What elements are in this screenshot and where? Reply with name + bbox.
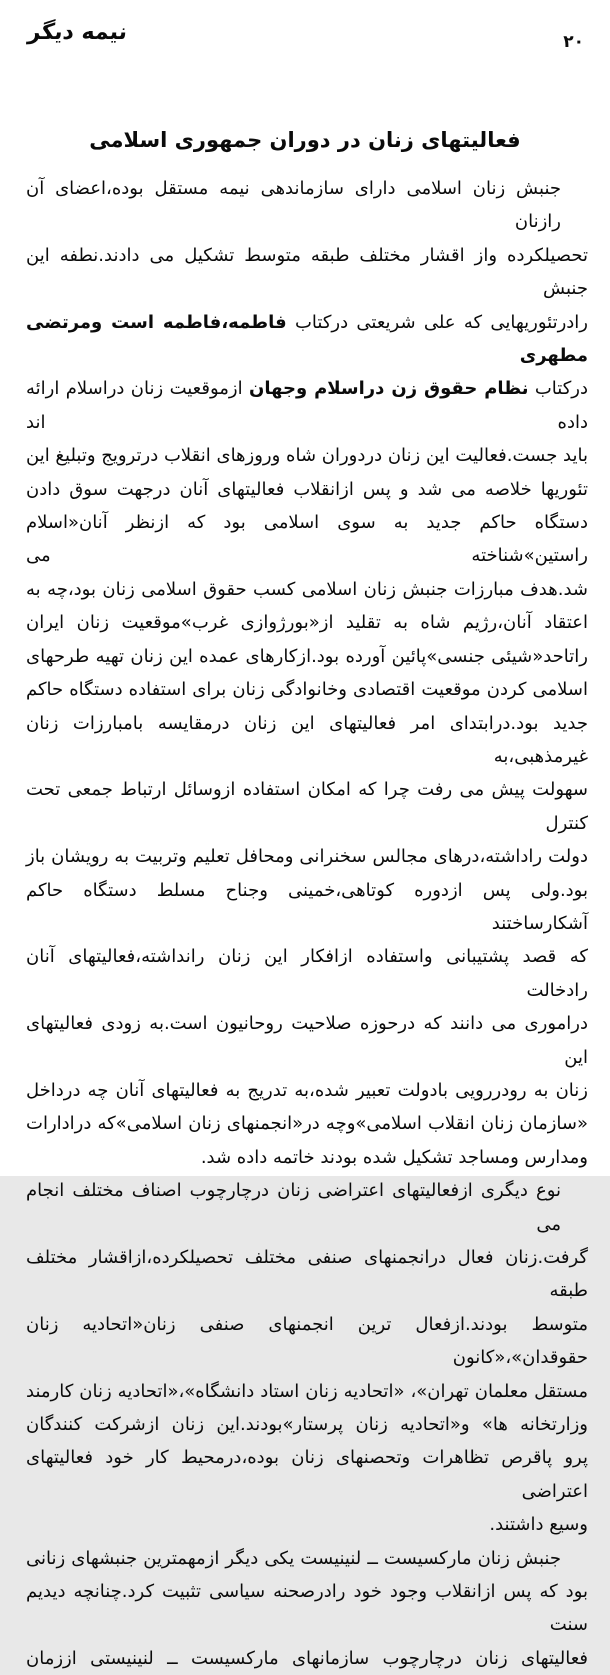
text-line: [26, 606, 588, 639]
page-number: ۲۰: [563, 32, 584, 52]
text-segment: گرفت.زنان فعال درانجمنهای صنفی مختلف تحصیلکرده،ازاقشار مختلف طبقه: [26, 1247, 588, 1302]
text-segment: تئوریها خلاصه می شد و پس ازانقلاب فعالیتهای آنان درجهت سوق دادن: [26, 478, 588, 500]
text-segment: دستگاه حاکم جدید به سوی اسلامی بود که ازنظر آنان«اسلام راستین»شناخته می: [26, 512, 588, 567]
text-line: [26, 1408, 588, 1441]
text-segment: درکتاب: [528, 378, 588, 400]
page-header: [0, 0, 610, 52]
text-segment: تحصیلکرده واز اقشار مختلف طبقه متوسط تشکیل می دادند.نطفه این جنبش: [26, 244, 588, 300]
text-line: [26, 172, 588, 239]
text-segment: دراموری می دانند که درحوزه صلاحیت روحانیون است.به زودی فعالیتهای این: [26, 1013, 588, 1068]
text-segment: مستقل معلمان تهران»، «اتحادیه زنان استاد دانشگاه»،«اتحادیه زنان کارمند: [26, 1380, 588, 1402]
text-segment: ومرتضی مطهری: [26, 311, 588, 367]
text-line: [26, 1241, 588, 1308]
text-line: [26, 1575, 588, 1642]
paragraph: [26, 172, 588, 1174]
text-line: [26, 840, 588, 873]
text-segment: نوع دیگری ازفعالیتهای اعتراضی زنان درچارچوب اصناف مختلف انجام می: [26, 1180, 561, 1235]
text-line: [26, 1542, 588, 1575]
text-line: [26, 773, 588, 840]
text-segment: ازموقعیت زنان دراسلام ارائه داده اند: [26, 378, 588, 433]
text-segment: دولت راداشته،درهای مجالس سخنرانی ومحافل تعلیم وتربیت به رویشان باز: [26, 846, 588, 868]
magazine-logo: نیمه دیگر: [26, 20, 129, 45]
text-segment: ومدارس ومساجد تشکیل شده بودند خاتمه داده شد.: [200, 1146, 588, 1168]
text-segment: بود.ولی پس ازدوره کوتاهی،خمینی وجناح مسلط دستگاه حاکم آشکارساختند: [26, 879, 588, 934]
text-segment: فاطمه،فاطمه است: [111, 311, 287, 333]
text-line: [26, 473, 588, 506]
text-line: [26, 1508, 588, 1541]
text-line: [26, 1441, 588, 1508]
text-segment: اسلامی کردن موقعیت اقتصادی وخانوادگی زنان برای استفاده دستگاه حاکم: [26, 679, 588, 701]
text-line: [26, 1375, 588, 1408]
article-title: فعالیتهای زنان در دوران جمهوری اسلامی: [89, 128, 521, 152]
text-line: [26, 940, 588, 1007]
paragraph: [26, 1174, 588, 1541]
paragraph: [26, 1542, 588, 1675]
text-line: [26, 506, 588, 573]
text-segment: اعتقاد آنان،رژیم شاه به تقلید از«بورژوازی غرب»موقعیت زنان ایران: [26, 612, 588, 634]
text-segment: باید جست.فعالیت این زنان دردوران شاه وروزهای انقلاب درترویج وتبلیغ این: [26, 445, 588, 467]
text-segment: «سازمان زنان انقلاب اسلامی»وچه در«انجمنهای زنان اسلامی»که درادارات: [26, 1113, 588, 1135]
text-line: [26, 1308, 588, 1375]
text-segment: که قصد پشتیبانی واستفاده ازافکار این زنان رانداشته،فعالیتهای آنان رادخالت: [26, 946, 588, 1001]
text-segment: جدید بود.درابتدای امر فعالیتهای این زنان درمقایسه بامبارزات زنان غیرمذهبی،به: [26, 712, 588, 767]
text-segment: جنبش زنان مارکسیست ــ لنینیست یکی دیگر ازمهمترین جنبشهای زنانی: [26, 1547, 561, 1569]
article-body: [0, 172, 610, 1675]
text-line: [26, 1642, 588, 1675]
text-segment: راتاحد«شیئی جنسی»پائین آورده بود.ازکارهای عمده این زنان تهیه طرحهای: [26, 645, 588, 667]
text-line: [26, 673, 588, 706]
text-segment: بود که پس ازانقلاب وجود خود رادرصحنه سیاسی تثبیت کرد.چنانچه دیدیم سنت: [26, 1581, 588, 1636]
text-line: [26, 874, 588, 941]
text-segment: شد.هدف مبارزات جنبش زنان اسلامی کسب حقوق اسلامی زنان بود،چه به: [26, 578, 588, 600]
text-segment: رادرتئوریهایی که علی شریعتی درکتاب: [286, 311, 588, 333]
text-segment: فعالیتهای زنان درچارچوب سازمانهای مارکسیست ــ لنینیستی اززمان: [26, 1647, 588, 1669]
text-line: [26, 372, 588, 439]
text-line: [26, 1007, 588, 1074]
text-line: [26, 1141, 588, 1174]
text-line: [26, 640, 588, 673]
text-segment: متوسط بودند.ازفعال ترین انجمنهای صنفی زنان«اتحادیه زنان حقوقدان»،«کانون: [26, 1313, 588, 1369]
text-line: [26, 239, 588, 306]
text-segment: سهولت پیش می رفت چرا که امکان استفاده ازوسائل ارتباط جمعی تحت کنترل: [26, 779, 588, 834]
text-line: [26, 707, 588, 774]
text-line: [26, 306, 588, 373]
text-line: [26, 1074, 588, 1107]
text-segment: وسیع داشتند.: [489, 1514, 588, 1536]
text-segment: پرو پاقرص تظاهرات وتحصنهای زنان بوده،درمحیط کار خود فعالیتهای اعتراضی: [26, 1447, 588, 1502]
text-segment: نظام حقوق زن دراسلام وجهان: [248, 378, 529, 400]
text-segment: وزارتخانه ها» و«اتحادیه زنان پرستار»بودند.این زنان ازشرکت کنندگان: [26, 1414, 588, 1436]
text-line: [26, 573, 588, 606]
text-segment: جنبش زنان اسلامی دارای سازماندهی نیمه مستقل بوده،اعضای آن رازنان: [26, 178, 561, 233]
text-line: [26, 1107, 588, 1140]
text-line: [26, 1174, 588, 1241]
text-segment: زنان به رودررویی بادولت تعبیر شده،به تدریج به فعالیتهای آنان چه درداخل: [26, 1079, 588, 1101]
text-line: [26, 439, 588, 472]
